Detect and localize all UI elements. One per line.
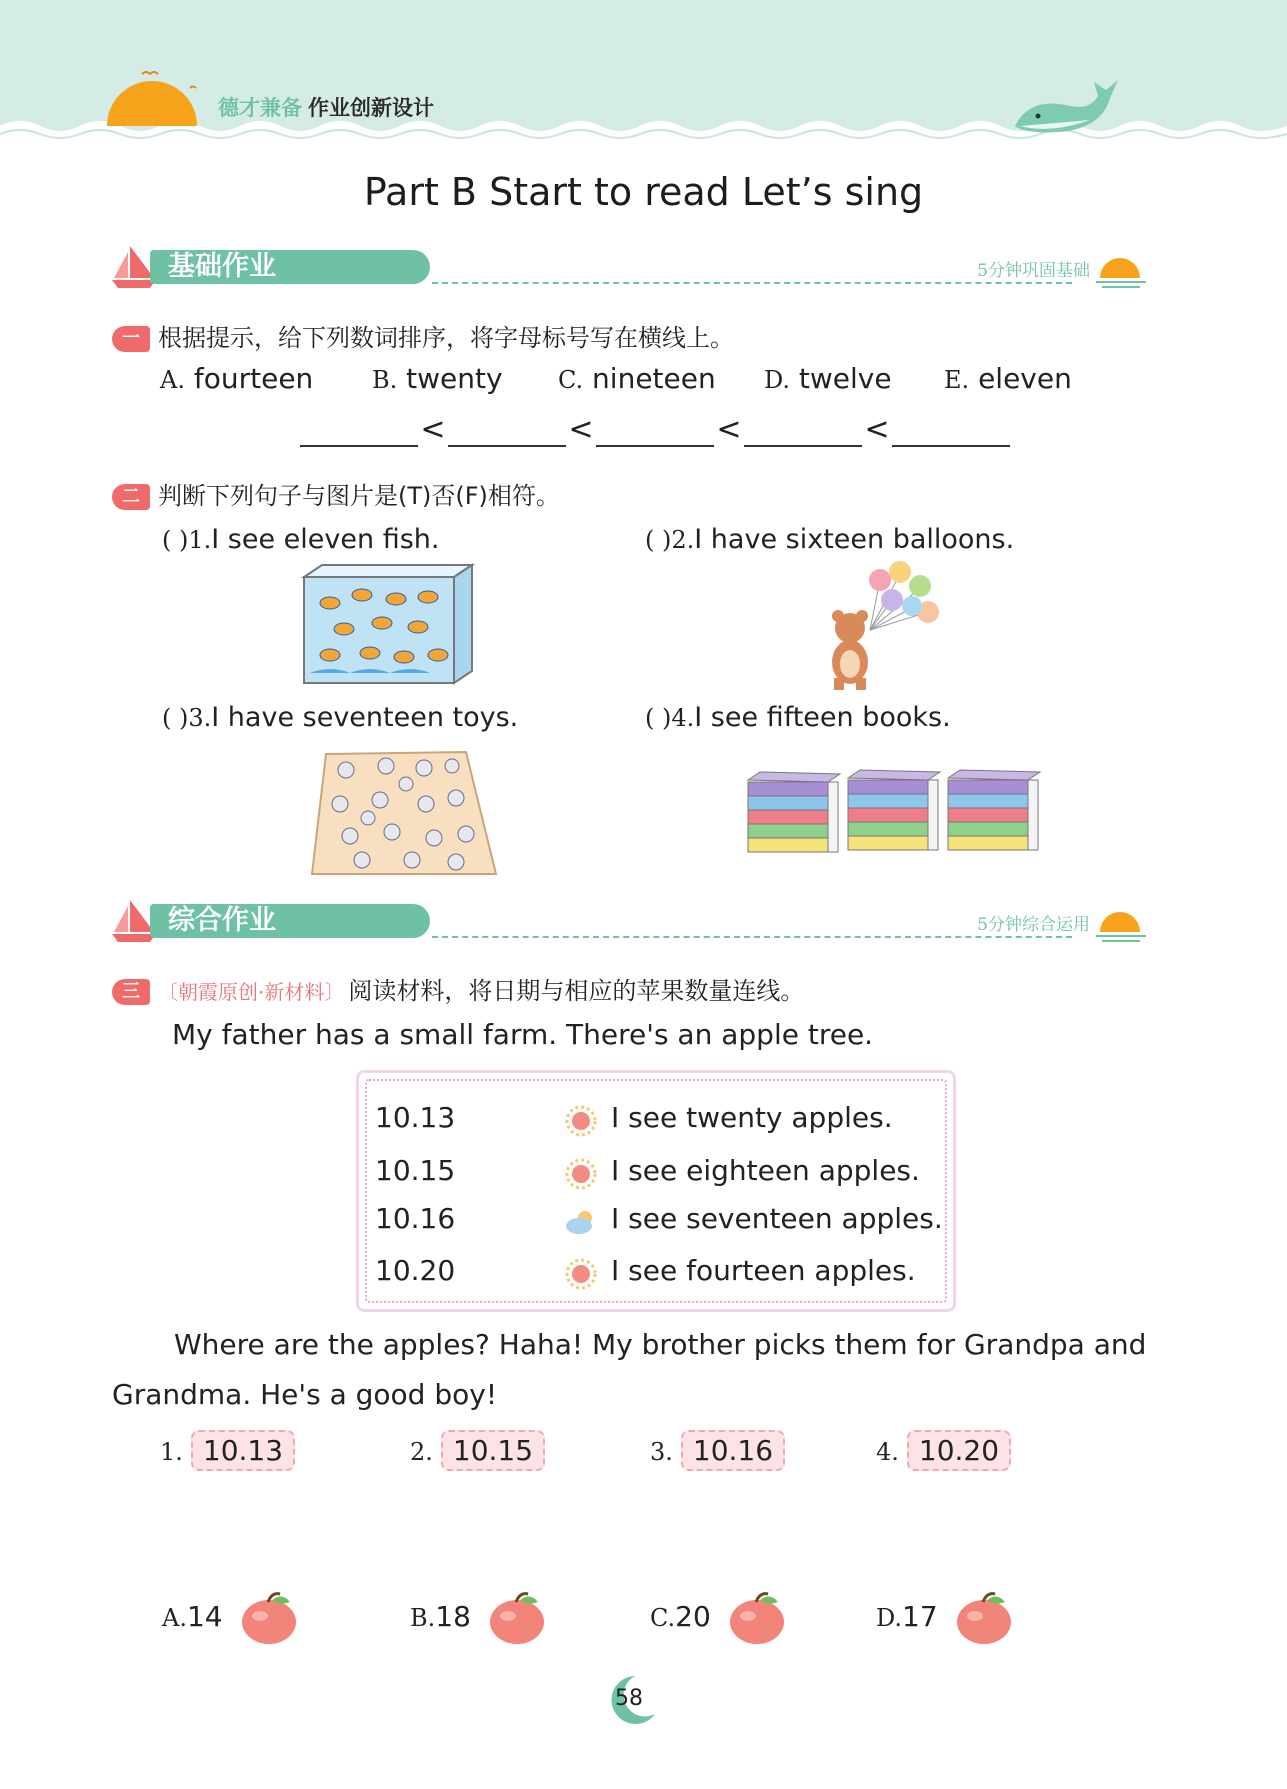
sun-icon — [102, 66, 202, 126]
sunny-icon — [563, 1256, 599, 1292]
tf-sentence: I have seventeen toys. — [211, 702, 519, 733]
page-number — [601, 1670, 661, 1730]
question-instruction: 判断下列句子与图片是(T)否(F)相符。 — [158, 482, 560, 510]
apple-option-b[interactable]: B.18 — [410, 1590, 548, 1646]
sunset-icon — [1092, 248, 1150, 292]
series-title-dark: 作业创新设计 — [308, 96, 434, 120]
answer-blank-5[interactable] — [892, 413, 1010, 447]
section-note: 5分钟巩固基础 — [977, 261, 1090, 281]
answer-blank-2[interactable] — [448, 413, 566, 447]
answer-paren[interactable]: ( )2. — [645, 526, 695, 554]
diary-date: 10.15 — [375, 1154, 456, 1187]
choice-d: D. twelve — [764, 362, 892, 395]
series-title — [218, 92, 434, 122]
diary-sentence: I see twenty apples. — [611, 1101, 893, 1134]
choice-c: C. nineteen — [558, 362, 716, 395]
answer-paren[interactable]: ( )1. — [162, 526, 212, 554]
book-stacks-illustration — [744, 768, 1044, 860]
apple-icon — [238, 1590, 300, 1646]
date-tag: 10.20 — [907, 1430, 1011, 1471]
diary-sentence: I see seventeen apples. — [611, 1202, 943, 1235]
match-date-1[interactable]: 1. 10.13 — [160, 1430, 295, 1471]
whale-icon — [1010, 76, 1120, 136]
diary-sentence: I see eighteen apples. — [611, 1154, 920, 1187]
answer-blank-3[interactable] — [596, 413, 714, 447]
match-date-3[interactable]: 3. 10.16 — [650, 1430, 785, 1471]
question-number: 一 — [112, 326, 150, 352]
apple-option-c[interactable]: C.20 — [650, 1590, 788, 1646]
date-tag: 10.16 — [681, 1430, 785, 1471]
bear-balloons-illustration — [820, 560, 940, 690]
weather-diary-box — [356, 1070, 956, 1312]
question-3-header — [112, 971, 804, 1006]
tf-sentence: I see fifteen books. — [694, 702, 951, 733]
diary-row — [375, 1154, 935, 1194]
less-than-sign: < — [716, 412, 742, 447]
section-header-basic — [110, 244, 1150, 294]
reading-intro: My father has a small farm. There's an apple tree. — [172, 1018, 874, 1051]
section-title: 综合作业 — [168, 905, 276, 936]
tf-sentence: I have sixteen balloons. — [694, 524, 1015, 555]
number-word-choices — [160, 362, 1160, 402]
ordering-blanks — [300, 412, 1010, 447]
date-tag: 10.13 — [191, 1430, 295, 1471]
page-title: Part B Start to read Let’s sing — [363, 170, 924, 214]
diary-row — [375, 1254, 935, 1294]
match-date-2[interactable]: 2. 10.15 — [410, 1430, 545, 1471]
match-date-4[interactable]: 4. 10.20 — [876, 1430, 1011, 1471]
answer-blank-4[interactable] — [744, 413, 862, 447]
reading-outro-line-1: Where are the apples? Haha! My brother picks them for Grandpa and — [174, 1328, 1147, 1361]
question-number: 三 — [112, 979, 150, 1005]
choice-e: E. eleven — [944, 362, 1072, 395]
sunny-icon — [563, 1103, 599, 1139]
section-header-comprehensive — [110, 898, 1150, 948]
answer-blank-1[interactable] — [300, 413, 418, 447]
sunset-icon — [1092, 902, 1150, 946]
tf-item-4 — [645, 702, 951, 733]
answer-paren[interactable]: ( )4. — [645, 704, 695, 732]
fish-tank-illustration — [300, 563, 475, 687]
diary-row — [375, 1202, 943, 1242]
answer-paren[interactable]: ( )3. — [162, 704, 212, 732]
section-title: 基础作业 — [168, 251, 276, 282]
question-2-header — [112, 476, 560, 511]
section-divider — [432, 936, 1072, 938]
question-source: 〔朝霞原创·新材料〕 — [158, 980, 345, 1004]
less-than-sign: < — [568, 412, 594, 447]
reading-outro-line-2: Grandma. He's a good boy! — [112, 1378, 498, 1411]
section-note: 5分钟综合运用 — [977, 915, 1090, 935]
apple-icon — [486, 1590, 548, 1646]
date-tag: 10.15 — [441, 1430, 545, 1471]
question-instruction: 阅读材料，将日期与相应的苹果数量连线。 — [348, 977, 805, 1005]
diary-date: 10.20 — [375, 1254, 456, 1287]
tf-item-1 — [162, 524, 439, 555]
apple-option-d[interactable]: D.17 — [876, 1590, 1015, 1646]
question-1-header — [112, 318, 734, 353]
toys-on-rug-illustration — [306, 748, 498, 878]
tf-item-2 — [645, 524, 1014, 555]
section-divider — [432, 282, 1072, 284]
choice-a: A. fourteen — [160, 362, 314, 395]
diary-row — [375, 1101, 935, 1141]
sunny-icon — [563, 1156, 599, 1192]
tf-item-3 — [162, 702, 518, 733]
apple-icon — [726, 1590, 788, 1646]
apple-icon — [953, 1590, 1015, 1646]
less-than-sign: < — [864, 412, 890, 447]
choice-b: B. twenty — [372, 362, 503, 395]
diary-date: 10.16 — [375, 1202, 456, 1235]
page-number-text: 58 — [615, 1686, 643, 1711]
question-instruction: 根据提示，给下列数词排序，将字母标号写在横线上。 — [158, 324, 734, 352]
cloudy-icon — [563, 1204, 599, 1240]
tf-sentence: I see eleven fish. — [211, 524, 440, 555]
series-title-green: 德才兼备 — [218, 96, 302, 120]
apple-option-a[interactable]: A.14 — [162, 1590, 300, 1646]
diary-sentence: I see fourteen apples. — [611, 1254, 916, 1287]
less-than-sign: < — [420, 412, 446, 447]
question-number: 二 — [112, 484, 150, 510]
diary-date: 10.13 — [375, 1101, 456, 1134]
